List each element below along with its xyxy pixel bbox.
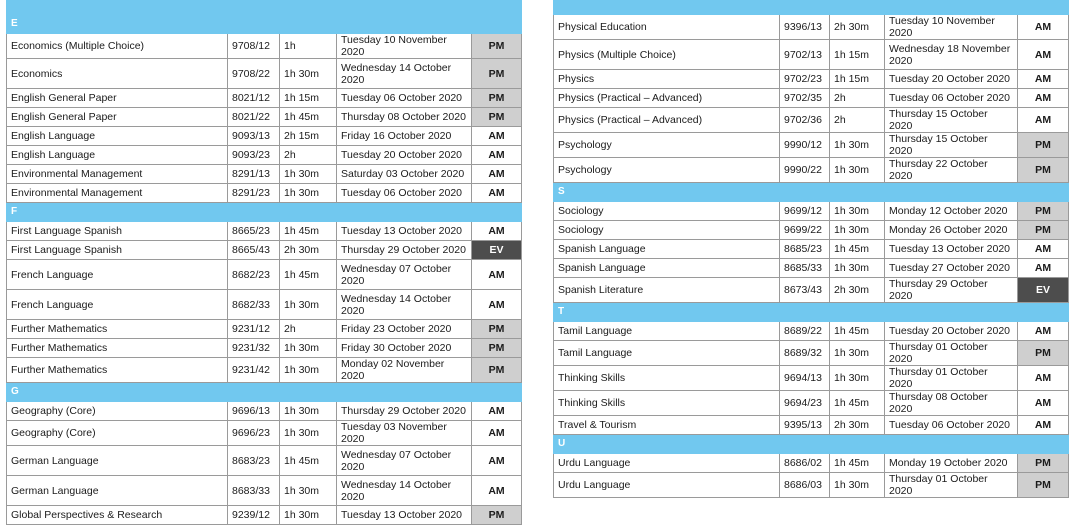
date-cell: Monday 02 November 2020: [337, 358, 472, 383]
table-row: [7, 402, 522, 421]
table-row: [554, 391, 1069, 416]
session-cell: PM: [472, 34, 522, 59]
session-cell: PM: [1018, 341, 1069, 366]
session-cell: AM: [1018, 40, 1069, 70]
duration-cell: 1h 30m: [280, 339, 337, 358]
duration-cell: 2h: [830, 108, 885, 133]
section-letter: T: [554, 303, 1069, 322]
duration-cell: 1h 30m: [280, 476, 337, 506]
date-cell: Monday 12 October 2020: [885, 202, 1018, 221]
date-cell: Thursday 15 October 2020: [885, 133, 1018, 158]
duration-cell: 2h 30m: [830, 278, 885, 303]
table-row: [554, 416, 1069, 435]
table-row: [7, 506, 522, 525]
date-cell: Thursday 15 October 2020: [885, 108, 1018, 133]
subject-cell: Sociology: [554, 202, 780, 221]
session-cell: AM: [472, 222, 522, 241]
code-cell: 9231/32: [228, 339, 280, 358]
table-row: [554, 454, 1069, 473]
subject-cell: Urdu Language: [554, 473, 780, 498]
table-row: [554, 259, 1069, 278]
date-cell: Thursday 29 October 2020: [885, 278, 1018, 303]
duration-cell: 1h: [280, 34, 337, 59]
duration-cell: 1h 30m: [280, 165, 337, 184]
duration-cell: 1h 45m: [830, 240, 885, 259]
date-cell: Tuesday 13 October 2020: [885, 240, 1018, 259]
duration-cell: 1h 30m: [830, 202, 885, 221]
session-cell: AM: [1018, 416, 1069, 435]
code-cell: 9694/13: [780, 366, 830, 391]
session-cell: PM: [472, 59, 522, 89]
session-cell: PM: [1018, 454, 1069, 473]
session-cell: AM: [472, 165, 522, 184]
subject-cell: Psychology: [554, 158, 780, 183]
date-cell: Wednesday 14 October 2020: [337, 290, 472, 320]
date-cell: Thursday 29 October 2020: [337, 402, 472, 421]
date-cell: Wednesday 07 October 2020: [337, 260, 472, 290]
session-cell: AM: [472, 260, 522, 290]
section-header: [554, 303, 1069, 322]
duration-cell: 2h 30m: [830, 416, 885, 435]
session-cell: PM: [472, 89, 522, 108]
code-cell: 9699/22: [780, 221, 830, 240]
subject-cell: Geography (Core): [7, 402, 228, 421]
code-cell: 8665/43: [228, 241, 280, 260]
table-row: [554, 158, 1069, 183]
duration-cell: 1h 45m: [830, 454, 885, 473]
table-row: [7, 34, 522, 59]
code-cell: 9396/13: [780, 15, 830, 40]
subject-cell: Spanish Language: [554, 259, 780, 278]
date-cell: Thursday 01 October 2020: [885, 473, 1018, 498]
section-letter: U: [554, 435, 1069, 454]
code-cell: 8021/22: [228, 108, 280, 127]
date-cell: Thursday 01 October 2020: [885, 366, 1018, 391]
section-header: [7, 203, 522, 222]
subject-cell: Sociology: [554, 221, 780, 240]
subject-cell: Further Mathematics: [7, 320, 228, 339]
subject-cell: French Language: [7, 290, 228, 320]
table-row: [7, 339, 522, 358]
code-cell: 9708/12: [228, 34, 280, 59]
subject-cell: Environmental Management: [7, 165, 228, 184]
date-cell: Friday 16 October 2020: [337, 127, 472, 146]
date-cell: Tuesday 13 October 2020: [337, 222, 472, 241]
subject-cell: Travel & Tourism: [554, 416, 780, 435]
duration-cell: 2h 30m: [830, 15, 885, 40]
subject-cell: Psychology: [554, 133, 780, 158]
table-row: [554, 15, 1069, 40]
duration-cell: 1h 45m: [830, 391, 885, 416]
date-cell: Tuesday 13 October 2020: [337, 506, 472, 525]
date-cell: Tuesday 06 October 2020: [337, 184, 472, 203]
duration-cell: 1h 15m: [830, 40, 885, 70]
section-letter: S: [554, 183, 1069, 202]
table-row: [7, 241, 522, 260]
table-row: [554, 341, 1069, 366]
code-cell: 9696/23: [228, 421, 280, 446]
table-row: [554, 108, 1069, 133]
session-cell: AM: [1018, 240, 1069, 259]
table-row: [7, 358, 522, 383]
duration-cell: 1h 30m: [830, 259, 885, 278]
table-row: [554, 240, 1069, 259]
session-cell: AM: [472, 476, 522, 506]
subject-cell: Economics (Multiple Choice): [7, 34, 228, 59]
date-cell: Friday 30 October 2020: [337, 339, 472, 358]
table-row: [554, 366, 1069, 391]
duration-cell: 2h: [280, 146, 337, 165]
date-cell: Wednesday 14 October 2020: [337, 59, 472, 89]
date-cell: Tuesday 03 November 2020: [337, 421, 472, 446]
table-row: [7, 476, 522, 506]
session-cell: AM: [1018, 70, 1069, 89]
table-row: [554, 70, 1069, 89]
table-row: [554, 40, 1069, 70]
code-cell: 8683/33: [228, 476, 280, 506]
code-cell: 8291/23: [228, 184, 280, 203]
section-header: [7, 383, 522, 402]
date-cell: Thursday 08 October 2020: [337, 108, 472, 127]
session-cell: AM: [1018, 15, 1069, 40]
subject-cell: French Language: [7, 260, 228, 290]
section-header: [7, 0, 522, 15]
code-cell: 9395/13: [780, 416, 830, 435]
duration-cell: 1h 45m: [280, 222, 337, 241]
date-cell: Thursday 22 October 2020: [885, 158, 1018, 183]
table-row: [7, 108, 522, 127]
subject-cell: Physical Education: [554, 15, 780, 40]
code-cell: 8686/03: [780, 473, 830, 498]
table-row: [554, 133, 1069, 158]
code-cell: 8021/12: [228, 89, 280, 108]
date-cell: Wednesday 07 October 2020: [337, 446, 472, 476]
section-header: [554, 435, 1069, 454]
session-cell: AM: [1018, 108, 1069, 133]
duration-cell: 1h 45m: [280, 108, 337, 127]
section-letter: [554, 0, 1069, 15]
subject-cell: Urdu Language: [554, 454, 780, 473]
session-cell: AM: [1018, 322, 1069, 341]
subject-cell: Physics (Multiple Choice): [554, 40, 780, 70]
session-cell: AM: [1018, 89, 1069, 108]
session-cell: AM: [472, 290, 522, 320]
duration-cell: 1h 30m: [280, 59, 337, 89]
duration-cell: 1h 30m: [280, 421, 337, 446]
session-cell: PM: [1018, 158, 1069, 183]
session-cell: AM: [1018, 391, 1069, 416]
table-row: [7, 446, 522, 476]
session-cell: AM: [472, 446, 522, 476]
code-cell: 9708/22: [228, 59, 280, 89]
subject-cell: Thinking Skills: [554, 366, 780, 391]
date-cell: Friday 23 October 2020: [337, 320, 472, 339]
duration-cell: 1h 30m: [280, 358, 337, 383]
section-header: [7, 15, 522, 34]
session-cell: PM: [472, 108, 522, 127]
section-letter: F: [7, 203, 522, 222]
code-cell: 9702/36: [780, 108, 830, 133]
table-row: [554, 278, 1069, 303]
date-cell: Saturday 03 October 2020: [337, 165, 472, 184]
subject-cell: First Language Spanish: [7, 222, 228, 241]
table-row: [7, 146, 522, 165]
subject-cell: English General Paper: [7, 89, 228, 108]
table-row: [7, 222, 522, 241]
session-cell: EV: [1018, 278, 1069, 303]
date-cell: Thursday 08 October 2020: [885, 391, 1018, 416]
code-cell: 8673/43: [780, 278, 830, 303]
date-cell: Wednesday 18 November 2020: [885, 40, 1018, 70]
session-cell: PM: [1018, 221, 1069, 240]
date-cell: Tuesday 10 November 2020: [337, 34, 472, 59]
table-row: [554, 322, 1069, 341]
duration-cell: 1h 15m: [830, 70, 885, 89]
code-cell: 9990/12: [780, 133, 830, 158]
code-cell: 8682/33: [228, 290, 280, 320]
table-row: [554, 202, 1069, 221]
date-cell: Tuesday 10 November 2020: [885, 15, 1018, 40]
table-row: [554, 89, 1069, 108]
duration-cell: 2h 30m: [280, 241, 337, 260]
session-cell: AM: [472, 127, 522, 146]
code-cell: 8291/13: [228, 165, 280, 184]
code-cell: 9702/23: [780, 70, 830, 89]
code-cell: 8683/23: [228, 446, 280, 476]
subject-cell: Environmental Management: [7, 184, 228, 203]
table-row: [554, 473, 1069, 498]
session-cell: PM: [472, 339, 522, 358]
duration-cell: 1h 30m: [830, 221, 885, 240]
subject-cell: Physics: [554, 70, 780, 89]
code-cell: 8685/33: [780, 259, 830, 278]
subject-cell: German Language: [7, 446, 228, 476]
date-cell: Tuesday 20 October 2020: [885, 70, 1018, 89]
date-cell: Tuesday 06 October 2020: [337, 89, 472, 108]
duration-cell: 1h 30m: [830, 473, 885, 498]
table-row: [7, 89, 522, 108]
subject-cell: English General Paper: [7, 108, 228, 127]
session-cell: PM: [472, 506, 522, 525]
date-cell: Thursday 01 October 2020: [885, 341, 1018, 366]
duration-cell: 1h 30m: [830, 133, 885, 158]
section-header: [554, 183, 1069, 202]
subject-cell: German Language: [7, 476, 228, 506]
subject-cell: English Language: [7, 127, 228, 146]
session-cell: AM: [472, 402, 522, 421]
session-cell: EV: [472, 241, 522, 260]
duration-cell: 1h 45m: [280, 260, 337, 290]
code-cell: 8689/32: [780, 341, 830, 366]
subject-cell: Global Perspectives & Research: [7, 506, 228, 525]
section-letter: G: [7, 383, 522, 402]
code-cell: 8686/02: [780, 454, 830, 473]
session-cell: AM: [472, 184, 522, 203]
date-cell: Tuesday 20 October 2020: [885, 322, 1018, 341]
subject-cell: Thinking Skills: [554, 391, 780, 416]
code-cell: 9990/22: [780, 158, 830, 183]
subject-cell: Spanish Literature: [554, 278, 780, 303]
section-header: [554, 0, 1069, 15]
date-cell: Tuesday 06 October 2020: [885, 89, 1018, 108]
code-cell: 9696/13: [228, 402, 280, 421]
exam-timetable-left: [6, 0, 522, 525]
date-cell: Tuesday 06 October 2020: [885, 416, 1018, 435]
table-row: [554, 221, 1069, 240]
table-row: [7, 127, 522, 146]
code-cell: 9093/23: [228, 146, 280, 165]
duration-cell: 1h 30m: [830, 158, 885, 183]
table-row: [7, 320, 522, 339]
duration-cell: 1h 45m: [280, 446, 337, 476]
duration-cell: 1h 30m: [830, 366, 885, 391]
subject-cell: First Language Spanish: [7, 241, 228, 260]
session-cell: PM: [1018, 133, 1069, 158]
table-row: [7, 59, 522, 89]
date-cell: Monday 26 October 2020: [885, 221, 1018, 240]
session-cell: AM: [472, 146, 522, 165]
date-cell: Monday 19 October 2020: [885, 454, 1018, 473]
code-cell: 9699/12: [780, 202, 830, 221]
table-row: [7, 290, 522, 320]
session-cell: AM: [472, 421, 522, 446]
code-cell: 8682/23: [228, 260, 280, 290]
date-cell: Thursday 29 October 2020: [337, 241, 472, 260]
subject-cell: Spanish Language: [554, 240, 780, 259]
section-letter: E: [7, 15, 522, 34]
subject-cell: English Language: [7, 146, 228, 165]
duration-cell: 1h 30m: [280, 506, 337, 525]
code-cell: 9231/42: [228, 358, 280, 383]
subject-cell: Economics: [7, 59, 228, 89]
code-cell: 8665/23: [228, 222, 280, 241]
code-cell: 8685/23: [780, 240, 830, 259]
table-row: [7, 165, 522, 184]
session-cell: PM: [1018, 202, 1069, 221]
code-cell: 8689/22: [780, 322, 830, 341]
duration-cell: 1h 45m: [830, 322, 885, 341]
section-letter: [7, 0, 522, 15]
duration-cell: 2h: [830, 89, 885, 108]
duration-cell: 1h 15m: [280, 89, 337, 108]
duration-cell: 1h 30m: [280, 290, 337, 320]
code-cell: 9231/12: [228, 320, 280, 339]
code-cell: 9702/35: [780, 89, 830, 108]
code-cell: 9694/23: [780, 391, 830, 416]
session-cell: PM: [1018, 473, 1069, 498]
date-cell: Wednesday 14 October 2020: [337, 476, 472, 506]
date-cell: Tuesday 27 October 2020: [885, 259, 1018, 278]
subject-cell: Tamil Language: [554, 341, 780, 366]
exam-timetable-right: [553, 0, 1069, 498]
duration-cell: 1h 30m: [830, 341, 885, 366]
code-cell: 9093/13: [228, 127, 280, 146]
code-cell: 9239/12: [228, 506, 280, 525]
session-cell: AM: [1018, 366, 1069, 391]
code-cell: 9702/13: [780, 40, 830, 70]
table-row: [7, 421, 522, 446]
subject-cell: Physics (Practical – Advanced): [554, 108, 780, 133]
duration-cell: 1h 30m: [280, 402, 337, 421]
subject-cell: Tamil Language: [554, 322, 780, 341]
session-cell: PM: [472, 320, 522, 339]
table-row: [7, 184, 522, 203]
subject-cell: Further Mathematics: [7, 339, 228, 358]
subject-cell: Geography (Core): [7, 421, 228, 446]
duration-cell: 1h 30m: [280, 184, 337, 203]
session-cell: AM: [1018, 259, 1069, 278]
subject-cell: Physics (Practical – Advanced): [554, 89, 780, 108]
date-cell: Tuesday 20 October 2020: [337, 146, 472, 165]
duration-cell: 2h: [280, 320, 337, 339]
duration-cell: 2h 15m: [280, 127, 337, 146]
session-cell: PM: [472, 358, 522, 383]
subject-cell: Further Mathematics: [7, 358, 228, 383]
table-row: [7, 260, 522, 290]
